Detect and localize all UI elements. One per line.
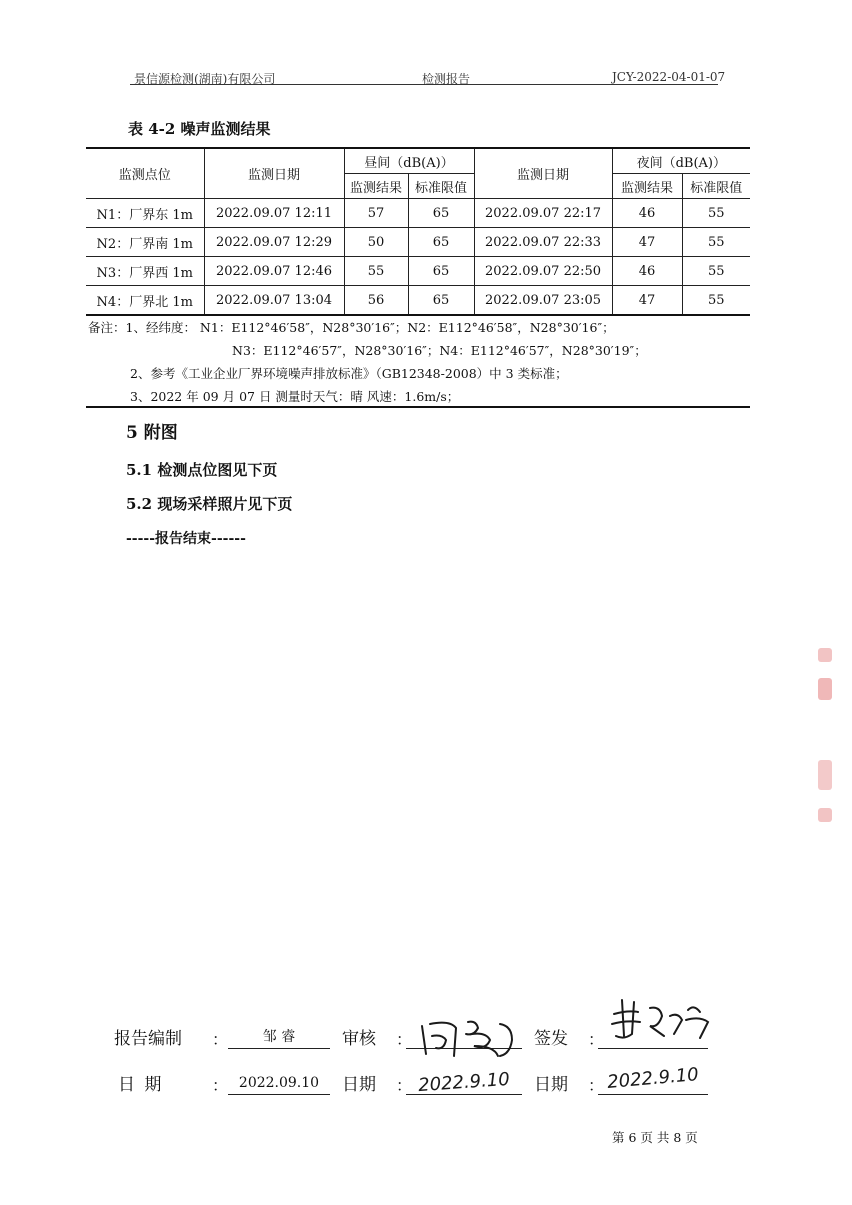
cell-point: N2：厂界南 1m	[86, 228, 204, 257]
issue-date-line	[598, 1094, 708, 1095]
review-label: 审核	[342, 1029, 376, 1049]
header-night-group: 夜间（dB(A)）	[612, 148, 750, 174]
header-night-date: 监测日期	[474, 148, 612, 199]
review-date-line	[406, 1094, 522, 1095]
table-row	[86, 199, 750, 228]
notes-bottom-rule	[86, 406, 750, 408]
cell-point: N1：厂界东 1m	[86, 199, 204, 228]
cell-day-result: 55	[344, 257, 408, 286]
stamp-fragment	[818, 760, 832, 790]
cell-night-result: 46	[612, 257, 682, 286]
cell-night-date: 2022.09.07 22:50	[474, 257, 612, 286]
cell-point: N4：厂界北 1m	[86, 286, 204, 316]
cell-night-result: 47	[612, 228, 682, 257]
noise-results-table	[86, 147, 750, 316]
header-night-limit: 标准限值	[682, 174, 750, 199]
header-company: 景信源检测(湖南)有限公司	[134, 72, 276, 86]
header-report-no: JCY-2022-04-01-07	[612, 70, 726, 84]
cell-night-limit: 55	[682, 199, 750, 228]
section-5-heading: 5 附图	[126, 423, 178, 443]
cell-day-date: 2022.09.07 12:29	[204, 228, 344, 257]
cell-point: N3：厂界西 1m	[86, 257, 204, 286]
cell-day-limit: 65	[408, 286, 474, 316]
table-row	[86, 286, 750, 316]
cell-day-date: 2022.09.07 13:04	[204, 286, 344, 316]
cell-day-limit: 65	[408, 228, 474, 257]
issue-handwritten-signature	[604, 990, 714, 1052]
cell-day-date: 2022.09.07 12:11	[204, 199, 344, 228]
cell-night-limit: 55	[682, 257, 750, 286]
stamp-fragment	[818, 648, 832, 662]
issue-date-colon: ：	[588, 1076, 605, 1095]
stamp-fragment	[818, 678, 832, 700]
page-number: 第 6 页 共 8 页	[612, 1130, 698, 1145]
compile-colon: ：	[212, 1030, 229, 1049]
issue-label: 签发	[534, 1029, 568, 1049]
cell-night-result: 47	[612, 286, 682, 316]
stamp-fragment	[818, 808, 832, 822]
review-date-label: 日期	[342, 1075, 376, 1095]
note-line-4: 3、2022 年 09 月 07 日 测量时天气：晴 风速：1.6m/s；	[130, 389, 460, 404]
review-handwritten-signature	[416, 1016, 524, 1060]
cell-day-result: 56	[344, 286, 408, 316]
cell-day-result: 57	[344, 199, 408, 228]
note-line-2: N3：E112°46′57″，N28°30′16″；N4：E112°46′57″，N28°30′19″；	[232, 343, 647, 358]
issue-date-handwritten: 2022.9.10	[606, 1064, 700, 1093]
section-5-1: 5.1 检测点位图见下页	[126, 461, 278, 479]
note-line-1: 备注：1、经纬度： N1：E112°46′58″，N28°30′16″；N2：E112°46′58″，N28°30′16″；	[88, 320, 615, 335]
cell-night-limit: 55	[682, 228, 750, 257]
issue-colon: ：	[588, 1030, 605, 1049]
compile-date: 2022.09.10	[228, 1072, 330, 1095]
compile-label: 报告编制	[114, 1029, 182, 1049]
header-day-date: 监测日期	[204, 148, 344, 199]
compile-name: 邹 睿	[228, 1026, 330, 1049]
cell-day-limit: 65	[408, 257, 474, 286]
cell-night-date: 2022.09.07 22:17	[474, 199, 612, 228]
cell-day-date: 2022.09.07 12:46	[204, 257, 344, 286]
review-colon: ：	[396, 1030, 413, 1049]
section-5-2: 5.2 现场采样照片见下页	[126, 495, 293, 513]
cell-day-result: 50	[344, 228, 408, 257]
header-day-limit: 标准限值	[408, 174, 474, 199]
cell-day-limit: 65	[408, 199, 474, 228]
table-row	[86, 257, 750, 286]
table-title: 表 4-2 噪声监测结果	[128, 120, 271, 138]
header-night-result: 监测结果	[612, 174, 682, 199]
review-date-colon: ：	[396, 1076, 413, 1095]
cell-night-result: 46	[612, 199, 682, 228]
cell-night-limit: 55	[682, 286, 750, 316]
note-line-3: 2、参考《工业企业厂界环境噪声排放标准》（GB12348-2008）中 3 类标准；	[130, 366, 568, 381]
header-rule	[130, 84, 718, 85]
header-day-result: 监测结果	[344, 174, 408, 199]
cell-night-date: 2022.09.07 22:33	[474, 228, 612, 257]
header-doc-type: 检测报告	[422, 72, 471, 86]
cell-night-date: 2022.09.07 23:05	[474, 286, 612, 316]
report-end-marker: -----报告结束------	[126, 531, 246, 547]
date-colon: ：	[212, 1076, 229, 1095]
issue-date-label: 日期	[534, 1075, 568, 1095]
date-label: 日 期	[118, 1075, 164, 1095]
header-day-group: 昼间（dB(A)）	[344, 148, 474, 174]
table-notes	[88, 316, 647, 408]
header-point: 监测点位	[86, 148, 204, 199]
review-date-handwritten: 2022.9.10	[417, 1068, 511, 1097]
table-row	[86, 228, 750, 257]
